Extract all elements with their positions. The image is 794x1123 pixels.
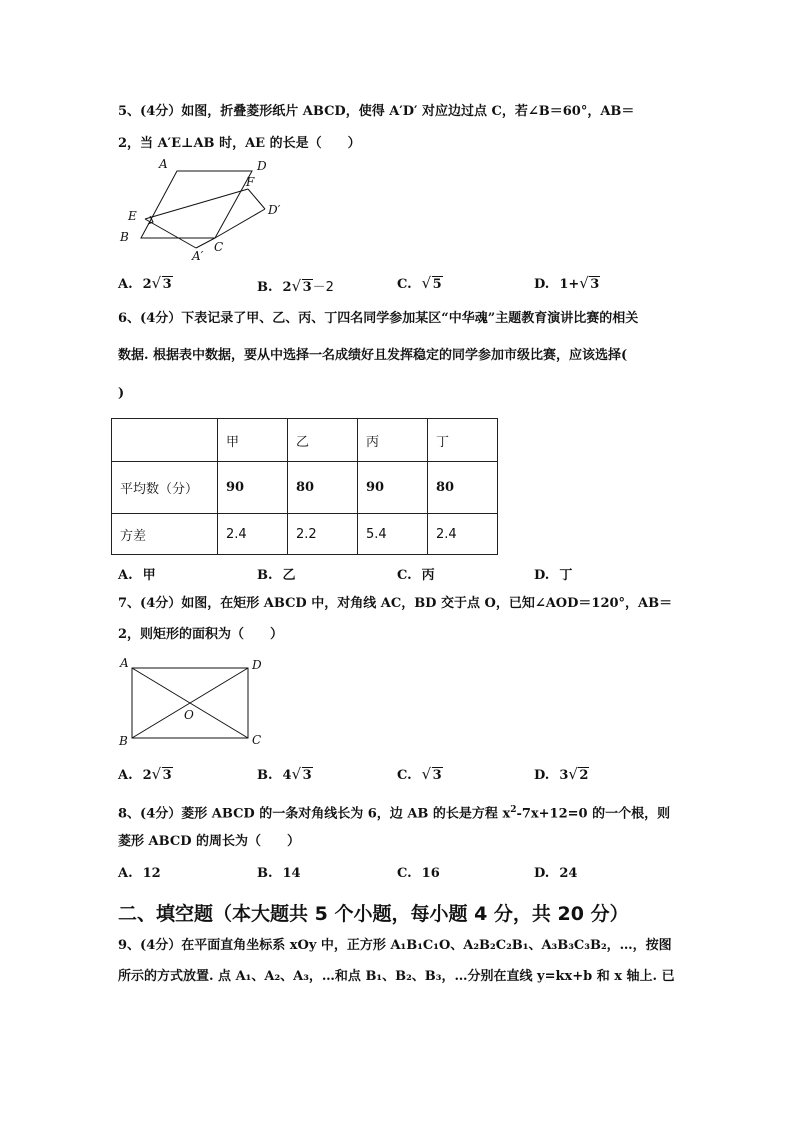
q7-label-a: A (120, 656, 129, 670)
q7-label-b: B (119, 734, 128, 748)
table-cell: 80 (288, 462, 358, 514)
table-header-cell: 甲 (218, 419, 288, 462)
q9-stem-line2: 所示的方式放置. 点 A₁、A₂、A₃，…和点 B₁、B₂、B₃，…分别在直线 y=kx+b 和 x 轴上. 已 (118, 969, 675, 984)
q5-option-d[interactable]: D. 1+ √ 3 (534, 274, 600, 292)
q5-label-b: B (120, 230, 129, 244)
table-cell: 5.4 (358, 514, 428, 555)
q5-option-a[interactable]: A. 2 √ 3 (118, 274, 172, 292)
q9-stem-line1: 9、(4分）在平面直角坐标系 xOy 中，正方形 A₁B₁C₁O、A₂B₂C₂B₁、A₃B₃C₃B₂，…，按图 (118, 938, 672, 953)
table-cell: 90 (358, 462, 428, 514)
q6-stem-line3: ) (118, 386, 125, 401)
q7-option-d[interactable]: D. 3 √ 2 (534, 765, 589, 783)
q6-option-d[interactable]: D. 丁 (534, 568, 573, 583)
q6-option-c[interactable]: C. 丙 (397, 568, 435, 583)
table-header-cell: 乙 (288, 419, 358, 462)
q5-options (118, 276, 678, 294)
q5-label-f: F (246, 175, 255, 189)
q8-options (118, 866, 678, 884)
table-cell: 平均数（分） (112, 462, 218, 514)
table-cell: 2.4 (428, 514, 498, 555)
q7-option-a[interactable]: A. 2 √ 3 (118, 765, 172, 783)
q8-stem-line2: 菱形 ABCD 的周长为（ ） (118, 834, 300, 849)
q7-rectangle-figure (112, 655, 272, 751)
q7-stem-line2: 2，则矩形的面积为（ ） (118, 627, 284, 642)
table-header-row (112, 419, 498, 462)
q8-option-b[interactable]: B. 14 (257, 866, 301, 881)
q5-label-e: E (128, 209, 137, 223)
q5-label-d-prime: D′ (268, 203, 281, 217)
table-row (112, 462, 498, 514)
q5-stem-line2: 2，当 A′E⊥AB 时，AE 的长是（ ） (118, 136, 361, 151)
q7-options (118, 767, 678, 785)
table-cell: 方差 (112, 514, 218, 555)
q8-stem-line1: 8、(4分）菱形 ABCD 的一条对角线长为 6，边 AB 的长是方程 $x^2-7x+12=0$ 的一个根，则 (118, 805, 671, 822)
q6-option-a[interactable]: A. 甲 (118, 568, 156, 583)
table-header-cell: 丙 (358, 419, 428, 462)
q6-stem-line1: 6、(4分）下表记录了甲、乙、丙、丁四名同学参加某区“中华魂”主题教育演讲比赛的相关 (118, 311, 639, 326)
q5-option-b[interactable]: B. 2 √ 3－2 (257, 277, 334, 295)
q5-option-c[interactable]: C. √ 5 (397, 274, 442, 292)
table-header-cell (112, 419, 218, 462)
q5-rhombus-figure (112, 156, 312, 264)
q6-option-b[interactable]: B. 乙 (257, 568, 296, 583)
q8-option-d[interactable]: D. 24 (534, 866, 578, 881)
q7-label-c: C (252, 733, 262, 747)
q7-label-d: D (252, 658, 262, 672)
q5-label-c: C (214, 240, 224, 254)
q5-label-a-prime: A′ (192, 249, 204, 263)
q5-stem-line1: 5、(4分）如图，折叠菱形纸片 ABCD，使得 A′D′ 对应边过点 C，若∠B＝60°，AB＝ (118, 104, 635, 119)
q7-stem-line1: 7、(4分）如图，在矩形 ABCD 中，对角线 AC，BD 交于点 O，已知∠AOD＝120°，AB＝ (118, 596, 673, 611)
q7-option-b[interactable]: B. 4 √ 3 (257, 765, 312, 783)
q5-label-a: A (159, 157, 168, 171)
table-header-cell: 丁 (428, 419, 498, 462)
q5-label-d: D (257, 159, 267, 173)
q6-data-table (111, 418, 498, 555)
q8-option-c[interactable]: C. 16 (397, 866, 440, 881)
q7-label-o: O (184, 708, 194, 722)
q8-option-a[interactable]: A. 12 (118, 866, 161, 881)
table-cell: 90 (218, 462, 288, 514)
table-cell: 80 (428, 462, 498, 514)
q7-option-c[interactable]: C. √ 3 (397, 765, 442, 783)
section-heading-fill-blank: 二、填空题（本大题共 5 个小题，每小题 4 分，共 20 分） (118, 903, 629, 925)
table-row (112, 514, 498, 555)
q6-options (118, 564, 678, 582)
q6-stem-line2: 数据. 根据表中数据，要从中选择一名成绩好且发挥稳定的同学参加市级比赛，应该选择( (118, 348, 628, 363)
table-cell: 2.4 (218, 514, 288, 555)
table-cell: 2.2 (288, 514, 358, 555)
